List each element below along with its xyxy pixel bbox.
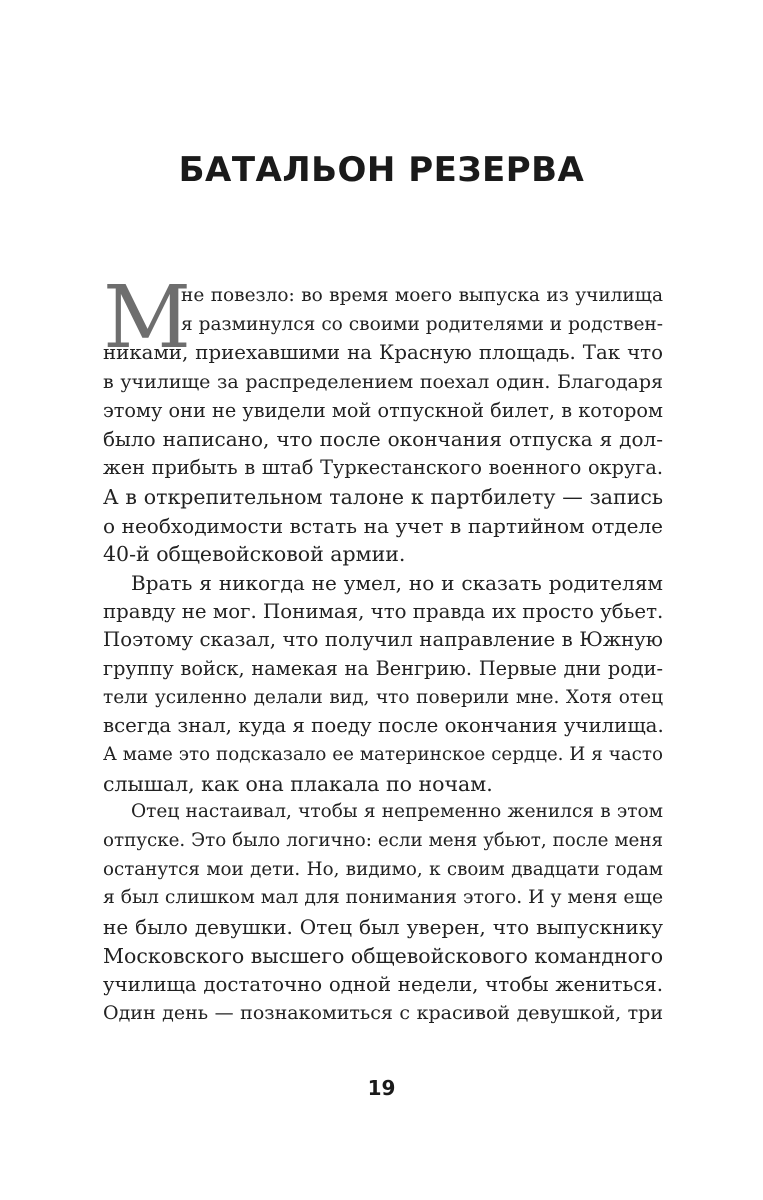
text-line: училища достаточно одной недели, чтобы жениться.	[103, 972, 663, 996]
text-line: группу войск, намекая на Венгрию. Первые дни роди-	[103, 656, 663, 680]
text-line: не повезло: во время моего выпуска из училища	[181, 285, 663, 306]
text-line: отпуске. Это было логично: если меня убьют, после меня	[103, 830, 663, 852]
text-line: А маме это подсказало ее материнское сердце. И я часто	[103, 744, 663, 765]
text-line: я разминулся со своими родителями и родствен-	[181, 313, 663, 335]
chapter-title: БАТАЛЬОН РЕЗЕРВА	[178, 150, 585, 190]
text-line: никами, приехавшими на Красную площадь. Так что	[103, 341, 663, 365]
text-line: Московского высшего общевойскового командного	[103, 943, 664, 968]
text-line: жен прибыть в штаб Туркестанского военного округа.	[103, 456, 663, 480]
text-line: всегда знал, куда я поеду после окончания училища.	[103, 714, 664, 738]
text-line: 40-й общевойсковой армии.	[103, 542, 406, 567]
text-line: правду не мог. Понимая, что правда их просто убьет.	[103, 599, 664, 623]
text-line: было написано, что после окончания отпуска я дол-	[103, 427, 663, 452]
text-line: я был слишком мал для понимания этого. И у меня еще	[103, 887, 664, 909]
body-text	[103, 268, 664, 1028]
text-line: этому они не увидели мой отпускной билет, в котором	[103, 398, 663, 422]
text-line: слышал, как она плакала по ночам.	[103, 771, 493, 796]
text-line: о необходимости встать на учет в партийном отделе	[103, 513, 663, 538]
text-line: в училище за распределением поехал один. Благодаря	[103, 371, 663, 394]
text-line: Поэтому сказал, что получил направление в Южную	[103, 628, 663, 652]
text-line: Один день — познакомиться с красивой девушкой, три	[103, 1002, 663, 1025]
text-line: тели усиленно делали вид, что поверили мне. Хотя отец	[103, 686, 663, 708]
text-line: Отец настаивал, чтобы я непременно женился в этом	[131, 801, 663, 823]
drop-cap: М	[103, 268, 192, 368]
text-line: Врать я никогда не умел, но и сказать родителям	[131, 570, 663, 595]
page-number: 19	[367, 1076, 396, 1100]
text-line: останутся мои дети. Но, видимо, к своим двадцати годам	[103, 858, 663, 880]
text-line: не было девушки. Отец был уверен, что выпускнику	[103, 915, 663, 940]
text-line: А в открепительном талоне к партбилету — запись	[103, 484, 663, 509]
